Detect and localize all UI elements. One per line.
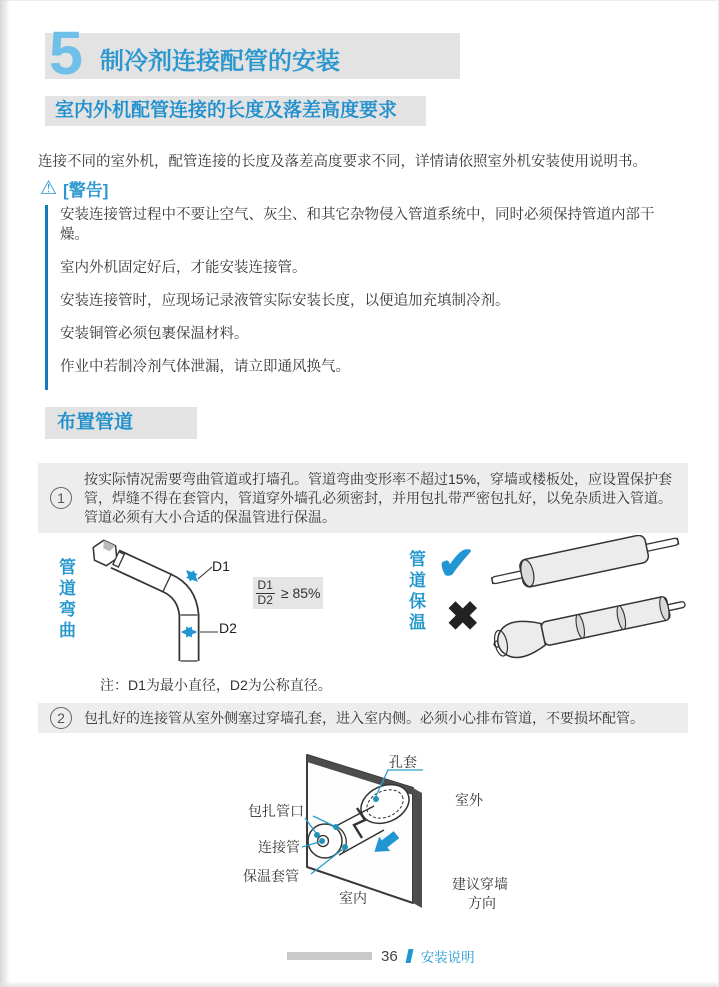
bad-insulated-pipe <box>490 587 688 662</box>
warning-triangle-icon: ⚠ <box>40 178 58 199</box>
footer-rule <box>287 952 372 960</box>
formula-comparator: ≥ 85% <box>280 585 321 601</box>
indoor-label: 室内 <box>339 890 367 906</box>
good-insulated-pipe <box>490 535 681 594</box>
direction-label-line2: 方向 <box>468 895 496 911</box>
bend-figure-side-label: 管道弯曲 <box>56 558 75 642</box>
connecting-pipe-label: 连接管 <box>258 839 300 855</box>
chapter-number: 5 <box>49 19 83 87</box>
section-heading-pipe-requirements: 室内外机配管连接的长度及落差高度要求 <box>45 96 426 126</box>
step-2 <box>38 703 688 733</box>
insulation-figure <box>490 535 695 670</box>
bent-pipe-figure <box>85 535 245 670</box>
footer-section-label: 安装说明 <box>420 950 475 965</box>
chapter-heading <box>45 19 460 87</box>
page-number: 36 <box>381 947 398 965</box>
bend-ratio-formula <box>253 577 323 609</box>
step-2-number: 2 <box>50 707 72 729</box>
intro-paragraph: 连接不同的室外机，配管连接的长度及落差高度要求不同，详情请依照室外机安装使用说明书。 <box>38 154 647 170</box>
step-1 <box>38 463 688 533</box>
d1-label: D1 <box>212 558 230 574</box>
warning-item: 安装连接管过程中不要让空气、灰尘、和其它杂物侵入管道系统中，同时必须保持管道内部干燥。 <box>60 207 655 243</box>
page-edge-shadow <box>0 0 10 987</box>
page-bottom-shadow <box>0 981 719 987</box>
diameter-note: 注：D1为最小直径，D2为公称直径。 <box>100 677 332 693</box>
warning-item: 室内外机固定好后，才能安装连接管。 <box>60 260 307 276</box>
wrapped-pipe-end-label: 包扎管口 <box>248 803 304 819</box>
fraction-denominator: D2 <box>257 592 273 607</box>
outdoor-label: 室外 <box>455 792 483 808</box>
incorrect-cross-icon: ✖ <box>446 595 480 639</box>
warning-item: 安装铜管必须包裹保温材料。 <box>60 326 249 342</box>
wall-figure <box>235 740 535 930</box>
d1-dimension-arrow <box>187 571 197 581</box>
direction-label-line1: 建议穿墙 <box>452 876 508 892</box>
fraction <box>256 579 275 608</box>
step-1-text: 按实际情况需要弯曲管道或打墙孔。管道弯曲变形率不超过15%，穿墙或楼板处，应设置保护套管，焊缝不得在套管内，管道穿外墙孔必须密封，并用包扎带严密包扎好，以免杂质进入管道。管道必须有大小合适的保温管进行保温。 <box>84 470 673 525</box>
page-footer <box>287 946 475 966</box>
fraction-numerator: D1 <box>257 577 273 592</box>
chapter-title: 制冷剂连接配管的安装 <box>100 48 340 75</box>
section-heading-pipe-layout: 布置管道 <box>45 407 197 439</box>
wall-right-edge <box>413 788 422 908</box>
warning-label: [警告] <box>63 181 109 200</box>
flared-insulation-bell <box>494 617 546 661</box>
insulation-sleeve-label: 保温套管 <box>243 868 299 884</box>
warning-item: 安装连接管时，应现场记录液管实际安装长度，以便追加充填制冷剂。 <box>60 293 510 309</box>
insulation-figure-side-label: 管道保温 <box>406 550 425 634</box>
footer-accent-block <box>405 949 413 963</box>
step-1-number: 1 <box>50 487 72 509</box>
step-2-text: 包扎好的连接管从室外侧塞过穿墙孔套，进入室内侧。必须小心排布管道，不要损坏配管。 <box>84 709 644 726</box>
correct-check-icon: ✔ <box>437 537 476 589</box>
warning-heading <box>40 176 108 201</box>
warning-list <box>45 205 675 390</box>
hole-sleeve-label: 孔套 <box>389 754 417 770</box>
d2-label: D2 <box>219 620 237 636</box>
d1-leader-line <box>198 567 212 579</box>
warning-item: 作业中若制冷剂气体泄漏，请立即通风换气。 <box>60 359 350 375</box>
